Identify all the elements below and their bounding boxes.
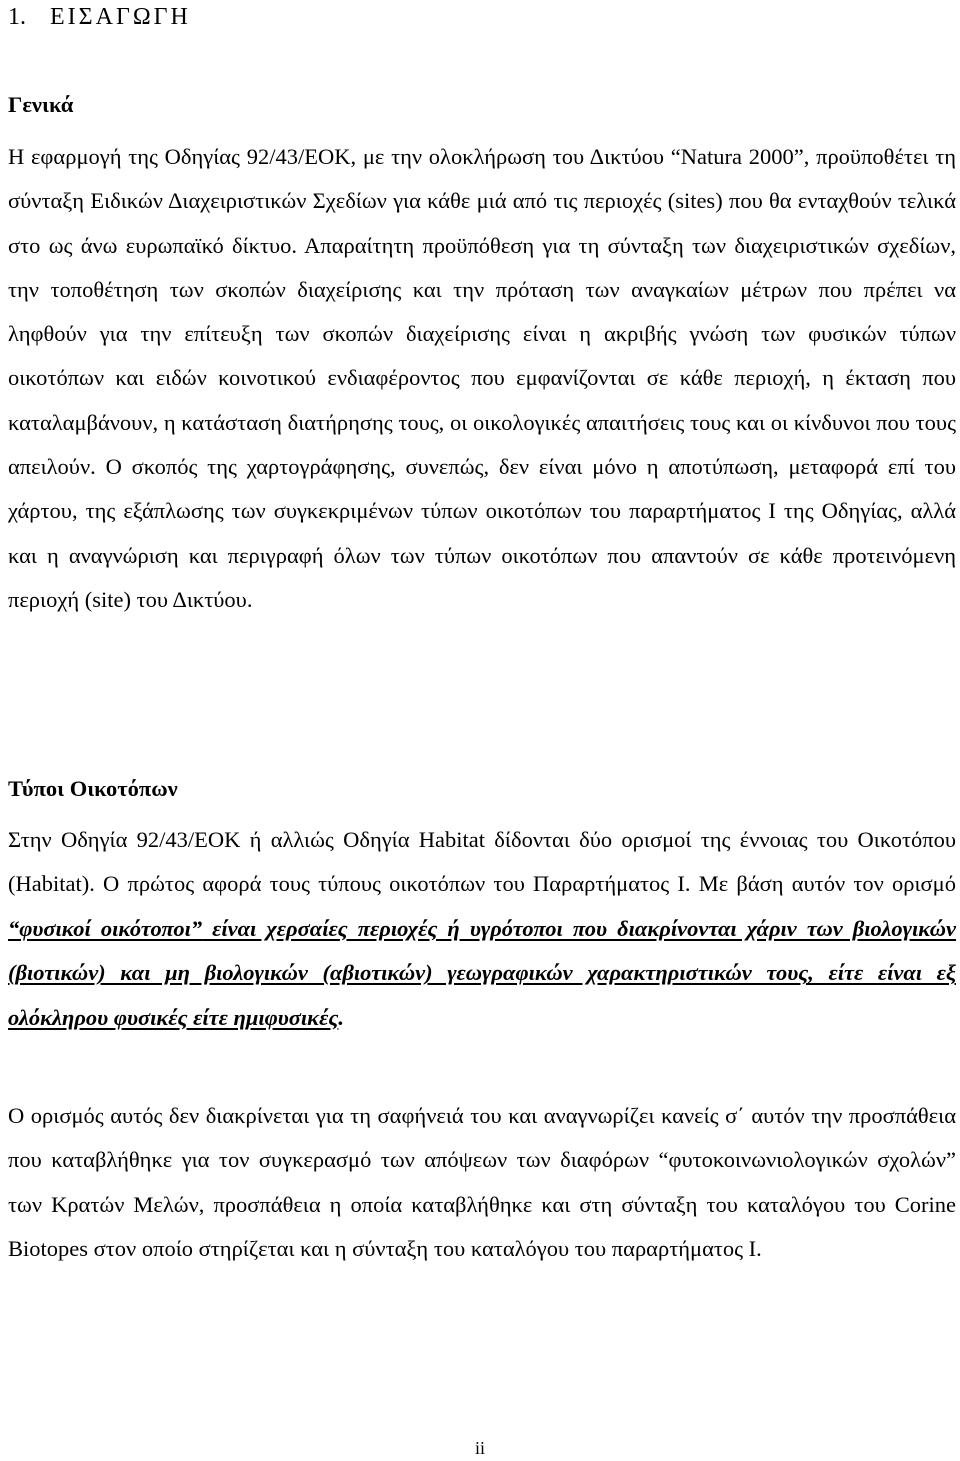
habitat-definition-body: είναι χερσαίες περιοχές ή υγρότοποι που διακρίνονται χάριν των βιολογικών (βιοτικών) και μη βιολογικών (αβιοτικών) γεωγραφικών χαρακτηριστικών τους, είτε είναι εξ ολόκληρου φυσικές είτε ημιφυσικές: [8, 915, 957, 1030]
chapter-title: [8, 2, 191, 32]
section-heading-general: Γενικά: [8, 92, 74, 117]
habitat-definition-paragraph: [8, 818, 960, 1040]
chapter-number: 1.: [8, 4, 26, 30]
general-paragraph: Η εφαρμογή της Οδηγίας 92/43/ΕΟΚ, με την ολοκλήρωση του Δικτύου “Natura 2000”, προϋποθέτει τη σύνταξη Ειδικών Διαχειριστικών Σχεδίων για κάθε μιά από τις περιοχές (sites) που θα ενταχθούν τελικά στο ως άνω ευρωπαϊκό δίκτυο. Απαραίτητη προϋπόθεση για τη σύνταξη των διαχειριστικών σχεδίων, την τοποθέτηση των σκοπών διαχείρισης και την πρόταση των αναγκαίων μέτρων που πρέπει να ληφθούν για την επίτευξη των σκοπών διαχείρισης είναι η ακριβής γνώση των φυσικών τύπων οικοτόπων και ειδών κοινοτικού ενδιαφέροντος που εμφανίζονται σε κάθε περιοχή, η έκταση που καταλαμβάνουν, η κατάσταση διατήρησης τους, οι οικολογικές απαιτήσεις τους και οι κίνδυνοι που τους απειλούν. Ο σκοπός της χαρτογράφησης, συνεπώς, δεν είναι μόνο η αποτύπωση, μεταφορά επί του χάρτου, της εξάπλωσης των συγκεκριμένων τύπων οικοτόπων του παραρτήματος Ι της Οδηγίας, αλλά και η αναγνώριση και περιγραφή όλων των τύπων οικοτόπων που απαντούν σε κάθε προτεινόμενη περιοχή (site) του Δικτύου.: [8, 144, 956, 612]
page-number: ii: [474, 1438, 485, 1458]
habitat-definition-term: “φυσικοί οικότοποι”: [8, 915, 203, 941]
habitat-definition-end: .: [338, 1004, 344, 1030]
section-heading-habitat-types: Τύποι Οικοτόπων: [8, 776, 178, 801]
habitat-commentary-paragraph: Ο ορισμός αυτός δεν διακρίνεται για τη σαφήνειά του και αναγνωρίζει κανείς σ΄ αυτόν την προσπάθεια που καταβλήθηκε για τον συγκερασμό των απόψεων των διαφόρων “φυτοκοινωνιολογικών σχολών” των Κρατών Μελών, προσπάθεια η οποία καταβλήθηκε και στη σύνταξη του καταλόγου του Corine Biotopes στον οποίο στηρίζεται και η σύνταξη του καταλόγου του παραρτήματος Ι.: [8, 1103, 956, 1261]
chapter-title-text: ΕΙΣΑΓΩΓΗ: [50, 4, 191, 30]
habitat-intro-text: Στην Οδηγία 92/43/ΕΟΚ ή αλλιώς Οδηγία Habitat δίδονται δύο ορισμοί της έννοιας του Οικοτόπου (Habitat). Ο πρώτος αφορά τους τύπους οικοτόπων του Παραρτήματος Ι. Με βάση αυτόν τον ορισμό: [8, 827, 956, 897]
